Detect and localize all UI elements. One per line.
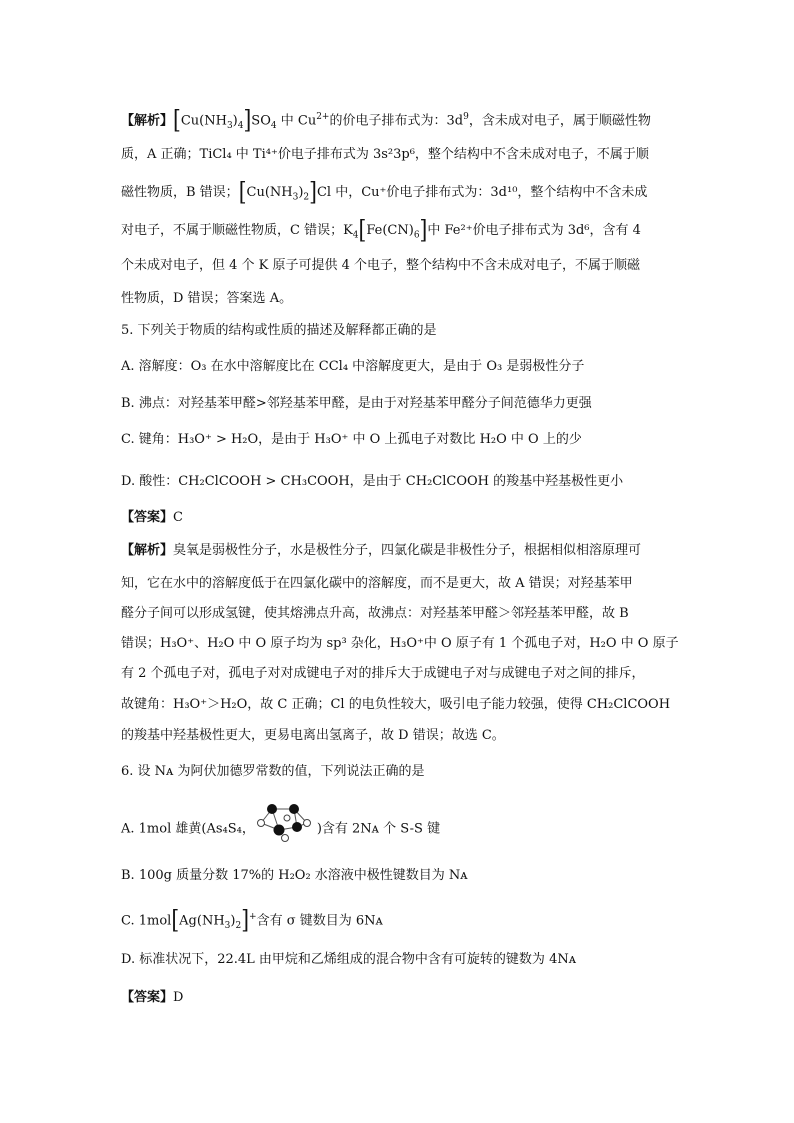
analysis-line-3 bbox=[121, 176, 648, 207]
left-bracket: [ bbox=[358, 214, 367, 244]
right-bracket: ] bbox=[241, 904, 250, 935]
q5-analysis-line-2: 知，它在水中的溶解度低于在四氯化碳中的溶解度，而不是更大，故 A 错误；对羟基苯甲 bbox=[121, 576, 633, 591]
formula-text: Ag(NH bbox=[179, 913, 225, 929]
q5-analysis-line-6: 故键角：H₃O⁺＞H₂O，故 C 正确；Cl 的电负性较大，吸引电子能力较强，使得 CH₂ClCOOH bbox=[121, 697, 671, 712]
superscript: 9 bbox=[463, 112, 469, 122]
text: 对电子，不属于顺磁性物质，C 错误；K bbox=[121, 223, 353, 238]
q6-stem: 6. 设 Nᴀ 为阿伏加德罗常数的值，下列说法正确的是 bbox=[121, 764, 425, 779]
text: 臭氧是弱极性分子，水是极性分子，四氯化碳是非极性分子，根据相似相溶原理可 bbox=[173, 543, 642, 558]
subscript: 6 bbox=[413, 230, 420, 241]
answer-label: 【答案】 bbox=[121, 510, 174, 525]
subscript: 4 bbox=[352, 230, 359, 241]
q5-analysis-line-5: 有 2 个孤电子对，孤电子对对成键电子对的排斥大于成键电子对与成键电子对之间的排斥， bbox=[121, 666, 645, 681]
text: A. 1mol 雄黄(As₄S₄， bbox=[121, 821, 255, 837]
right-bracket: ] bbox=[309, 176, 317, 206]
subscript: 3 bbox=[224, 920, 231, 931]
text: 磁性物质，B 错误； bbox=[121, 185, 239, 200]
superscript: 2+ bbox=[316, 112, 330, 122]
q5-option-c: C. 键角：H₃O⁺ > H₂O，是由于 H₃O⁺ 中 O 上孤电子对数比 H₂O 中 O 上的少 bbox=[121, 432, 582, 447]
text: 中 Cu bbox=[276, 113, 317, 129]
analysis-label: 【解析】 bbox=[121, 543, 174, 558]
answer-value: D bbox=[173, 990, 184, 1005]
q5-analysis-line-7: 的羧基中羟基极性更大，更易电离出氢离子，故 D 错误；故选 C。 bbox=[121, 728, 505, 743]
q5-option-b: B. 沸点：对羟基苯甲醛>邻羟基苯甲醛，是由于对羟基苯甲醛分子间范德华力更强 bbox=[121, 396, 592, 411]
text: 含有 σ 键数目为 6Nᴀ bbox=[256, 913, 383, 929]
answer-value: C bbox=[173, 510, 183, 525]
text: )含有 2Nᴀ 个 S-S 键 bbox=[316, 821, 441, 837]
right-bracket: ] bbox=[419, 214, 428, 244]
q5-option-a: A. 溶解度：O₃ 在水中溶解度比在 CCl₄ 中溶解度更大，是由于 O₃ 是弱极性分子 bbox=[121, 359, 585, 374]
formula-text: Cu(NH bbox=[180, 113, 227, 129]
analysis-line-4 bbox=[121, 214, 641, 245]
paren: ) bbox=[232, 113, 238, 129]
paren: ) bbox=[230, 913, 236, 929]
right-bracket: ] bbox=[243, 104, 252, 135]
text: 的价电子排布式为：3d bbox=[329, 113, 464, 129]
subscript: 2 bbox=[235, 920, 242, 931]
text: ，含未成对电子，属于顺磁性物 bbox=[468, 113, 651, 129]
subscript: 2 bbox=[303, 192, 310, 203]
q5-analysis-line-4: 错误；H₃O⁺、H₂O 中 O 原子均为 sp³ 杂化，H₃O⁺中 O 原子有 1 个孤电子对，H₂O 中 O 原子 bbox=[121, 636, 679, 651]
paren: ) bbox=[298, 185, 304, 200]
left-bracket: [ bbox=[171, 904, 180, 935]
q5-analysis-line-1 bbox=[121, 542, 641, 560]
q6-answer bbox=[121, 989, 183, 1007]
subscript: 4 bbox=[237, 120, 244, 131]
formula-text: Cu(NH bbox=[246, 185, 293, 200]
analysis-line-2: 质，A 正确；TiCl₄ 中 Ti⁴⁺价电子排布式为 3s²3p⁶，整个结构中不含未成对电子，不属于顺 bbox=[121, 147, 649, 162]
left-bracket: [ bbox=[238, 176, 247, 206]
q5-answer bbox=[121, 509, 183, 527]
q5-analysis-line-3: 醛分子间可以形成氢键，使其熔沸点升高，故沸点：对羟基苯甲醛＞邻羟基苯甲醛，故 B bbox=[121, 606, 629, 621]
analysis-line-6: 性物质，D 错误；答案选 A。 bbox=[121, 291, 293, 306]
superscript: + bbox=[249, 912, 257, 922]
formula-text: SO bbox=[251, 113, 271, 129]
q5-stem: 5. 下列关于物质的结构或性质的描述及解释都正确的是 bbox=[121, 323, 437, 338]
q6-option-b: B. 100g 质量分数 17%的 H₂O₂ 水溶液中极性键数目为 Nᴀ bbox=[121, 868, 468, 883]
subscript: 3 bbox=[292, 192, 299, 203]
subscript: 4 bbox=[270, 120, 277, 131]
analysis-line-1 bbox=[121, 104, 651, 135]
q6-option-d: D. 标准状况下，22.4L 由甲烷和乙烯组成的混合物中含有可旋转的键数为 4Nᴀ bbox=[121, 952, 577, 967]
realgar-molecule-icon bbox=[257, 800, 315, 844]
subscript: 3 bbox=[226, 120, 233, 131]
q6-option-c bbox=[121, 904, 383, 935]
formula-text: Fe(CN) bbox=[366, 223, 414, 238]
answer-label: 【答案】 bbox=[121, 990, 174, 1005]
text: Cl 中，Cu⁺价电子排布式为：3d¹⁰，整个结构中不含未成 bbox=[316, 185, 648, 200]
analysis-label: 【解析】 bbox=[121, 113, 174, 129]
text: 中 Fe²⁺价电子排布式为 3d⁶，含有 4 bbox=[427, 223, 641, 238]
q6-option-a bbox=[121, 814, 440, 844]
text: C. 1mol bbox=[121, 913, 172, 929]
q5-option-d: D. 酸性：CH₂ClCOOH > CH₃COOH，是由于 CH₂ClCOOH 的羧基中羟基极性更小 bbox=[121, 474, 624, 489]
analysis-line-5: 个未成对电子，但 4 个 K 原子可提供 4 个电子，整个结构中不含未成对电子，不属于顺磁 bbox=[121, 258, 641, 273]
left-bracket: [ bbox=[173, 104, 181, 135]
